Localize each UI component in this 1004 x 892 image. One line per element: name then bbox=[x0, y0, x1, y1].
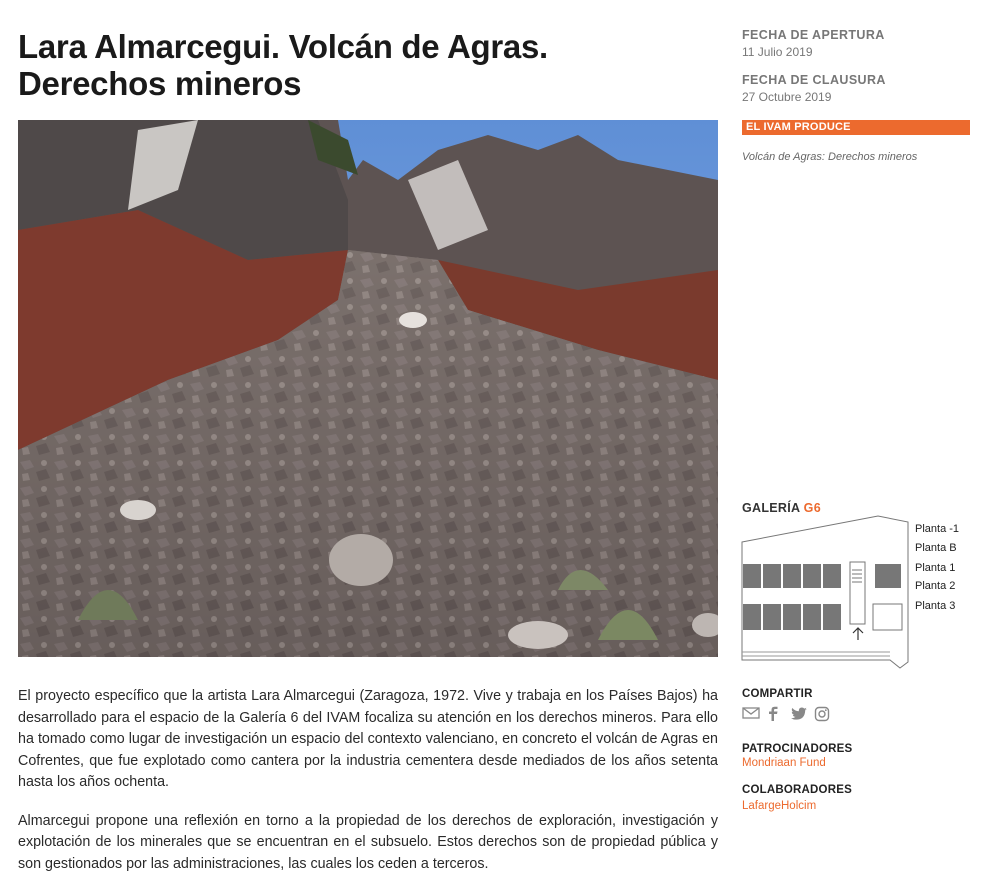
article-body bbox=[18, 686, 718, 892]
page-title: Lara Almarcegui. Volcán de Agras. Derechos mineros bbox=[18, 28, 548, 102]
paragraph-1: El proyecto específico que la artista Lara Almarcegui (Zaragoza, 1972. Vive y trabaja en los Países Bajos) ha desarrollado para el espacio de la Galería 6 del IVAM focaliza su atención en los derechos mineros. Para ello ha tomado como lugar de investigación un espacio del contexto valenciano, en concreto el volcán de Agras en Cofrentes, que fue explotado como cantera por la industria cementera desde mediados de los años setenta hasta los años ochenta. bbox=[18, 688, 718, 790]
floor-minus-1[interactable]: Planta -1 bbox=[915, 523, 960, 535]
floor-b[interactable]: Planta B bbox=[915, 542, 957, 554]
floor-plan bbox=[740, 512, 910, 675]
produce-link[interactable]: Volcán de Agras: Derechos mineros bbox=[742, 151, 918, 163]
gallery-code: G6 bbox=[803, 501, 821, 515]
opening-date: 11 Julio 2019 bbox=[742, 45, 813, 59]
opening-block bbox=[742, 28, 972, 59]
ivam-produce-bar: EL IVAM PRODUCE bbox=[742, 120, 970, 135]
closing-label: FECHA DE CLAUSURA bbox=[742, 73, 886, 87]
mail-icon[interactable] bbox=[742, 706, 760, 722]
share-icons bbox=[742, 706, 832, 722]
sponsors-label: PATROCINADORES bbox=[742, 743, 853, 755]
opening-label: FECHA DE APERTURA bbox=[742, 28, 885, 42]
collaborator-link[interactable]: LafargeHolcim bbox=[742, 800, 817, 812]
closing-block bbox=[742, 73, 972, 104]
share-label: COMPARTIR bbox=[742, 688, 813, 700]
collaborators-label: COLABORADORES bbox=[742, 784, 852, 796]
hero-image bbox=[18, 120, 718, 657]
floor-1[interactable]: Planta 1 bbox=[915, 562, 956, 574]
closing-date: 27 Octubre 2019 bbox=[742, 90, 832, 104]
sponsor-link[interactable]: Mondriaan Fund bbox=[742, 757, 826, 769]
gallery-label-text: GALERÍA bbox=[742, 501, 800, 515]
twitter-icon[interactable] bbox=[790, 706, 808, 722]
paragraph-2: Almarcegui propone una reflexión en torno a la propiedad de los derechos de exploración, investigación y explotación de los minerales que se encuentran en el subsuelo. Estos derechos son de propiedad pública y son gestionados por las administraciones, las cuales los ceden a terceros. bbox=[18, 812, 718, 872]
facebook-icon[interactable] bbox=[766, 706, 784, 722]
floor-2[interactable]: Planta 2 bbox=[915, 580, 956, 592]
floor-3[interactable]: Planta 3 bbox=[915, 600, 956, 612]
instagram-icon[interactable] bbox=[814, 706, 832, 722]
